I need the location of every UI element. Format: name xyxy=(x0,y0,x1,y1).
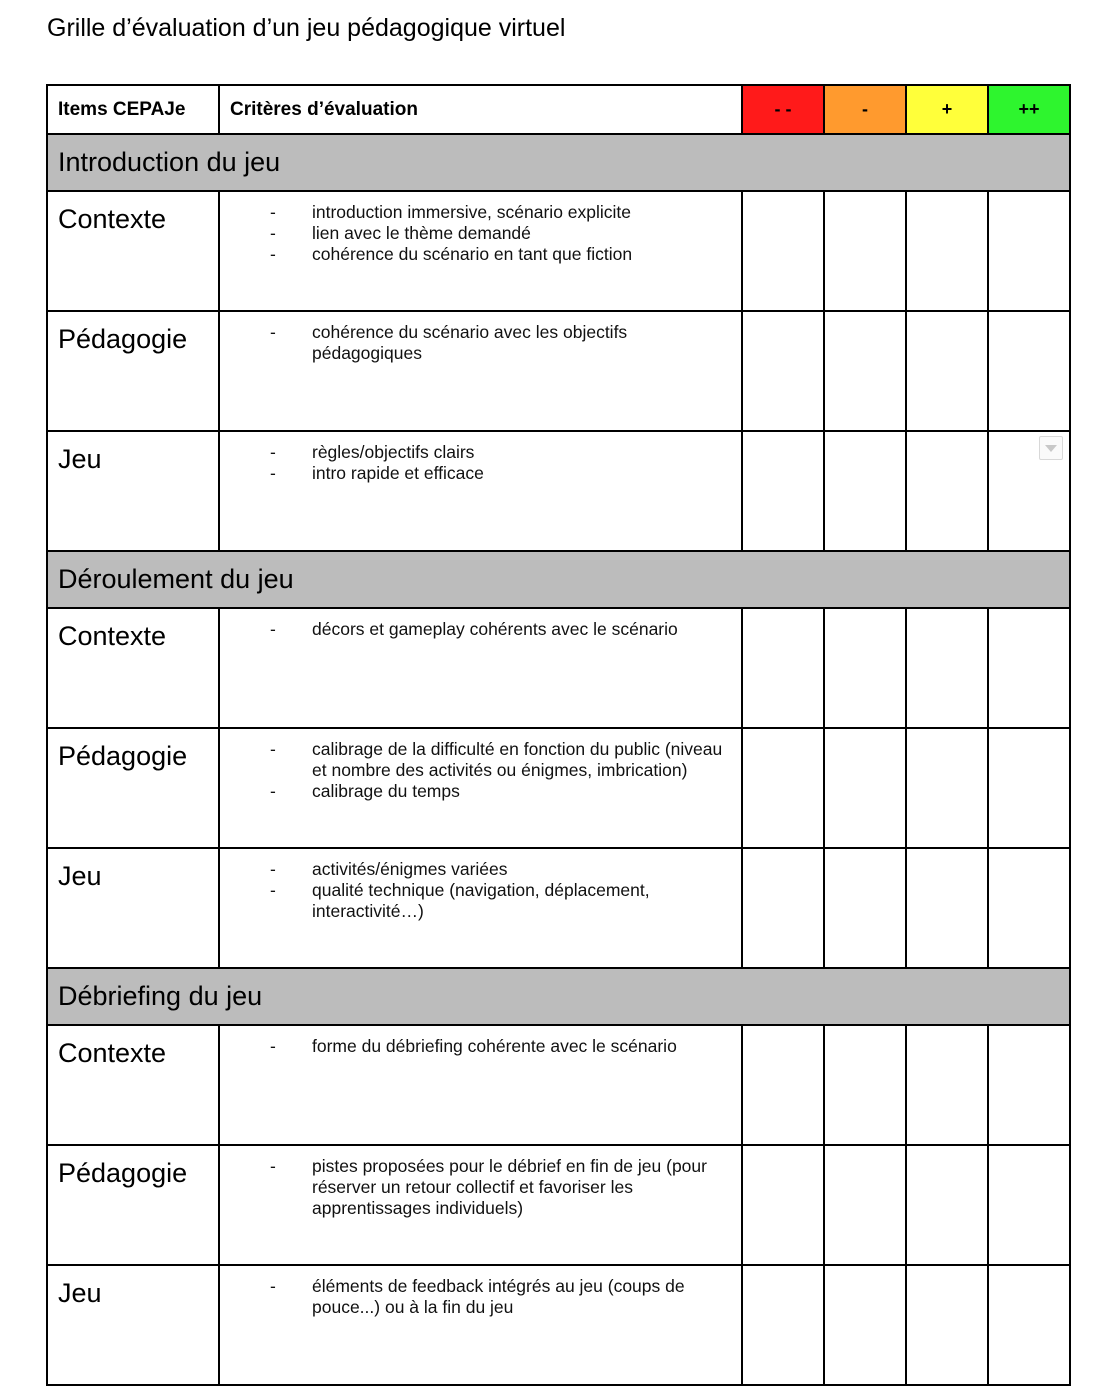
criterion-text: introduction immersive, scénario explicite xyxy=(312,202,632,222)
section-title: Déroulement du jeu xyxy=(47,551,1070,608)
score-very-positive-cell[interactable] xyxy=(988,1145,1070,1265)
table-row xyxy=(47,1265,1070,1385)
score-very-positive-cell[interactable] xyxy=(988,431,1070,551)
criteria-cell xyxy=(219,431,742,551)
item-name: Contexte xyxy=(47,608,219,728)
score-very-negative-cell[interactable] xyxy=(742,728,824,848)
bullet-dash: - xyxy=(270,880,276,900)
criteria-list xyxy=(220,859,733,922)
score-negative-cell[interactable] xyxy=(824,311,906,431)
score-very-negative-cell[interactable] xyxy=(742,311,824,431)
section-title: Débriefing du jeu xyxy=(47,968,1070,1025)
score-negative-cell[interactable] xyxy=(824,191,906,311)
criteria-list xyxy=(220,322,733,364)
score-very-positive-cell[interactable] xyxy=(988,608,1070,728)
score-positive-cell[interactable] xyxy=(906,1265,988,1385)
criterion-item xyxy=(220,1156,733,1219)
criterion-item xyxy=(220,859,733,880)
score-very-positive-cell[interactable] xyxy=(988,311,1070,431)
bullet-dash: - xyxy=(270,1276,276,1296)
criterion-item xyxy=(220,619,733,640)
score-very-positive-cell[interactable] xyxy=(988,848,1070,968)
page-title: Grille d’évaluation d’un jeu pédagogique virtuel xyxy=(47,14,566,42)
criterion-text: calibrage de la difficulté en fonction du public (niveau et nombre des activités ou énigmes, imbrication) xyxy=(312,739,723,780)
section-header xyxy=(47,134,1070,191)
item-name: Contexte xyxy=(47,1025,219,1145)
criterion-item xyxy=(220,739,733,781)
table-row xyxy=(47,1145,1070,1265)
criteria-list xyxy=(220,442,733,484)
header-score-very-positive: ++ xyxy=(988,85,1070,134)
criterion-item xyxy=(220,1036,733,1057)
table-row xyxy=(47,431,1070,551)
score-positive-cell[interactable] xyxy=(906,728,988,848)
score-very-positive-cell[interactable] xyxy=(988,1265,1070,1385)
score-positive-cell[interactable] xyxy=(906,848,988,968)
score-positive-cell[interactable] xyxy=(906,431,988,551)
score-positive-cell[interactable] xyxy=(906,1145,988,1265)
header-row xyxy=(47,85,1070,134)
score-very-positive-cell[interactable] xyxy=(988,191,1070,311)
criterion-text: décors et gameplay cohérents avec le scénario xyxy=(312,619,678,639)
score-very-negative-cell[interactable] xyxy=(742,191,824,311)
criteria-list xyxy=(220,1156,733,1219)
criterion-text: cohérence du scénario avec les objectifs pédagogiques xyxy=(312,322,628,363)
score-negative-cell[interactable] xyxy=(824,1025,906,1145)
score-negative-cell[interactable] xyxy=(824,1145,906,1265)
criterion-item xyxy=(220,781,733,802)
score-positive-cell[interactable] xyxy=(906,608,988,728)
bullet-dash: - xyxy=(270,739,276,759)
header-score-positive: + xyxy=(906,85,988,134)
bullet-dash: - xyxy=(270,322,276,342)
criteria-list xyxy=(220,619,733,640)
score-positive-cell[interactable] xyxy=(906,1025,988,1145)
item-name: Pédagogie xyxy=(47,311,219,431)
criterion-item xyxy=(220,202,733,223)
criterion-text: pistes proposées pour le débrief en fin de jeu (pour réserver un retour collectif et favoriser les apprentissages individuels) xyxy=(312,1156,707,1218)
score-negative-cell[interactable] xyxy=(824,431,906,551)
criteria-list xyxy=(220,202,733,265)
criteria-cell xyxy=(219,1025,742,1145)
criterion-item xyxy=(220,322,733,364)
bullet-dash: - xyxy=(270,1156,276,1176)
item-name: Pédagogie xyxy=(47,728,219,848)
criterion-text: forme du débriefing cohérente avec le scénario xyxy=(312,1036,677,1056)
item-name: Jeu xyxy=(47,848,219,968)
bullet-dash: - xyxy=(270,202,276,222)
criterion-text: règles/objectifs clairs xyxy=(312,442,475,462)
criteria-cell xyxy=(219,1145,742,1265)
header-score-very-negative: - - xyxy=(742,85,824,134)
bullet-dash: - xyxy=(270,244,276,264)
header-criteria: Critères d’évaluation xyxy=(219,85,742,134)
section-header xyxy=(47,968,1070,1025)
bullet-dash: - xyxy=(270,223,276,243)
table-row xyxy=(47,311,1070,431)
criterion-item xyxy=(220,223,733,244)
criterion-text: lien avec le thème demandé xyxy=(312,223,531,243)
score-positive-cell[interactable] xyxy=(906,191,988,311)
header-items: Items CEPAJe xyxy=(47,85,219,134)
score-very-negative-cell[interactable] xyxy=(742,608,824,728)
criteria-cell xyxy=(219,311,742,431)
criteria-list xyxy=(220,739,733,802)
bullet-dash: - xyxy=(270,859,276,879)
bullet-dash: - xyxy=(270,619,276,639)
score-very-positive-cell[interactable] xyxy=(988,1025,1070,1145)
chevron-down-icon[interactable] xyxy=(1039,436,1063,460)
bullet-dash: - xyxy=(270,781,276,801)
criteria-cell xyxy=(219,1265,742,1385)
criterion-item xyxy=(220,244,733,265)
criteria-cell xyxy=(219,848,742,968)
criterion-text: éléments de feedback intégrés au jeu (coups de pouce...) ou à la fin du jeu xyxy=(312,1276,685,1317)
criterion-text: qualité technique (navigation, déplacement, interactivité…) xyxy=(312,880,650,921)
section-header xyxy=(47,551,1070,608)
criteria-cell xyxy=(219,728,742,848)
evaluation-grid xyxy=(46,84,1071,1386)
table-row xyxy=(47,1025,1070,1145)
criteria-cell xyxy=(219,191,742,311)
criterion-item xyxy=(220,442,733,463)
criteria-cell xyxy=(219,608,742,728)
score-positive-cell[interactable] xyxy=(906,311,988,431)
item-name: Contexte xyxy=(47,191,219,311)
item-name: Pédagogie xyxy=(47,1145,219,1265)
score-very-negative-cell[interactable] xyxy=(742,1145,824,1265)
header-score-negative: - xyxy=(824,85,906,134)
criterion-item xyxy=(220,880,733,922)
section-title: Introduction du jeu xyxy=(47,134,1070,191)
item-name: Jeu xyxy=(47,1265,219,1385)
score-very-negative-cell[interactable] xyxy=(742,1265,824,1385)
score-very-negative-cell[interactable] xyxy=(742,431,824,551)
table-row xyxy=(47,608,1070,728)
table-row xyxy=(47,191,1070,311)
item-name: Jeu xyxy=(47,431,219,551)
score-negative-cell[interactable] xyxy=(824,728,906,848)
criterion-text: intro rapide et efficace xyxy=(312,463,484,483)
bullet-dash: - xyxy=(270,463,276,483)
criterion-text: activités/énigmes variées xyxy=(312,859,508,879)
criterion-text: calibrage du temps xyxy=(312,781,460,801)
score-negative-cell[interactable] xyxy=(824,848,906,968)
bullet-dash: - xyxy=(270,442,276,462)
table-row xyxy=(47,728,1070,848)
score-very-positive-cell[interactable] xyxy=(988,728,1070,848)
score-very-negative-cell[interactable] xyxy=(742,848,824,968)
bullet-dash: - xyxy=(270,1036,276,1056)
score-negative-cell[interactable] xyxy=(824,608,906,728)
table-row xyxy=(47,848,1070,968)
criterion-text: cohérence du scénario en tant que fiction xyxy=(312,244,633,264)
criteria-list xyxy=(220,1036,733,1057)
score-negative-cell[interactable] xyxy=(824,1265,906,1385)
score-very-negative-cell[interactable] xyxy=(742,1025,824,1145)
criterion-item xyxy=(220,463,733,484)
